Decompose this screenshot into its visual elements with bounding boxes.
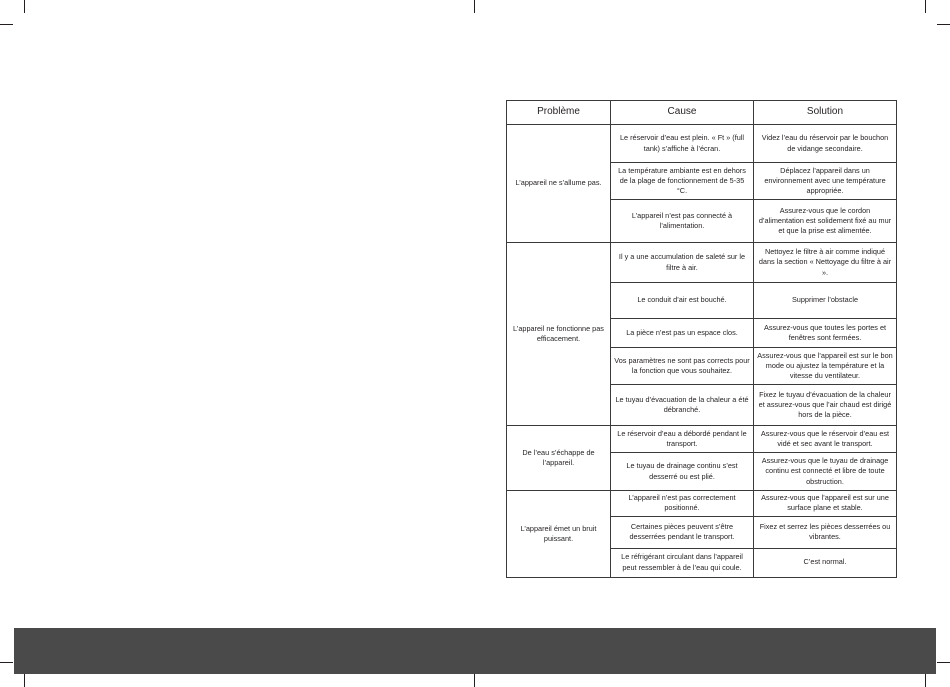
cause-cell: Certaines pièces peuvent s’être desserrées pendant le transport. (611, 516, 754, 548)
crop-mark (0, 24, 13, 25)
cause-cell: La température ambiante est en dehors de la plage de fonctionnement de 5-35 °C. (611, 163, 754, 200)
header-cause: Cause (611, 101, 754, 125)
solution-cell: Assurez-vous que l’appareil est sur une surface plane et stable. (754, 491, 897, 517)
crop-mark (24, 0, 25, 13)
crop-mark (0, 662, 13, 663)
cause-cell: Il y a une accumulation de saleté sur le filtre à air. (611, 243, 754, 283)
footer-band (14, 628, 936, 674)
cause-cell: Le réservoir d’eau est plein. « Ft » (full tank) s’affiche à l’écran. (611, 125, 754, 163)
crop-mark (474, 674, 475, 687)
problem-cell: L’appareil émet un bruit puissant. (507, 491, 611, 578)
cause-cell: Le réservoir d’eau a débordé pendant le transport. (611, 426, 754, 453)
cause-cell: Le tuyau de drainage continu s’est desserré ou est plié. (611, 453, 754, 491)
table-row (507, 243, 897, 283)
solution-cell: Assurez-vous que le tuyau de drainage continu est connecté et libre de toute obstruction. (754, 453, 897, 491)
solution-cell: Assurez-vous que le réservoir d’eau est vidé et sec avant le transport. (754, 426, 897, 453)
solution-cell: Assurez-vous que le cordon d’alimentation est solidement fixé au mur et que la prise est alimentée. (754, 200, 897, 243)
table-row (507, 491, 897, 517)
problem-cell: L’appareil ne s’allume pas. (507, 125, 611, 243)
crop-mark (937, 24, 950, 25)
crop-mark (24, 674, 25, 687)
cause-cell: Le réfrigérant circulant dans l’appareil peut ressembler à de l’eau qui coule. (611, 548, 754, 577)
table-row (507, 125, 897, 163)
solution-cell: Fixez et serrez les pièces desserrées ou vibrantes. (754, 516, 897, 548)
cause-cell: L’appareil n’est pas correctement positionné. (611, 491, 754, 517)
solution-cell: Nettoyez le filtre à air comme indiqué dans la section « Nettoyage du filtre à air ». (754, 243, 897, 283)
solution-cell: Videz l’eau du réservoir par le bouchon de vidange secondaire. (754, 125, 897, 163)
solution-cell: C’est normal. (754, 548, 897, 577)
crop-mark (925, 674, 926, 687)
troubleshooting-table (506, 100, 897, 578)
solution-cell: Supprimer l’obstacle (754, 283, 897, 319)
cause-cell: Vos paramètres ne sont pas corrects pour la fonction que vous souhaitez. (611, 348, 754, 385)
crop-mark (925, 0, 926, 13)
problem-cell: De l’eau s’échappe de l’appareil. (507, 426, 611, 491)
crop-mark (474, 0, 475, 13)
cause-cell: Le tuyau d’évacuation de la chaleur a été débranché. (611, 385, 754, 426)
solution-cell: Assurez-vous que toutes les portes et fenêtres sont fermées. (754, 319, 897, 348)
table-header-row (507, 101, 897, 125)
cause-cell: Le conduit d’air est bouché. (611, 283, 754, 319)
cause-cell: L’appareil n’est pas connecté à l’alimentation. (611, 200, 754, 243)
solution-cell: Déplacez l’appareil dans un environnement avec une température appropriée. (754, 163, 897, 200)
header-solution: Solution (754, 101, 897, 125)
solution-cell: Assurez-vous que l’appareil est sur le bon mode ou ajustez la température et la vitesse du ventilateur. (754, 348, 897, 385)
crop-mark (937, 662, 950, 663)
header-problem: Problème (507, 101, 611, 125)
table-row (507, 426, 897, 453)
cause-cell: La pièce n’est pas un espace clos. (611, 319, 754, 348)
problem-cell: L’appareil ne fonctionne pas efficacement. (507, 243, 611, 426)
solution-cell: Fixez le tuyau d’évacuation de la chaleur et assurez-vous que l’air chaud est dirigé hors de la pièce. (754, 385, 897, 426)
